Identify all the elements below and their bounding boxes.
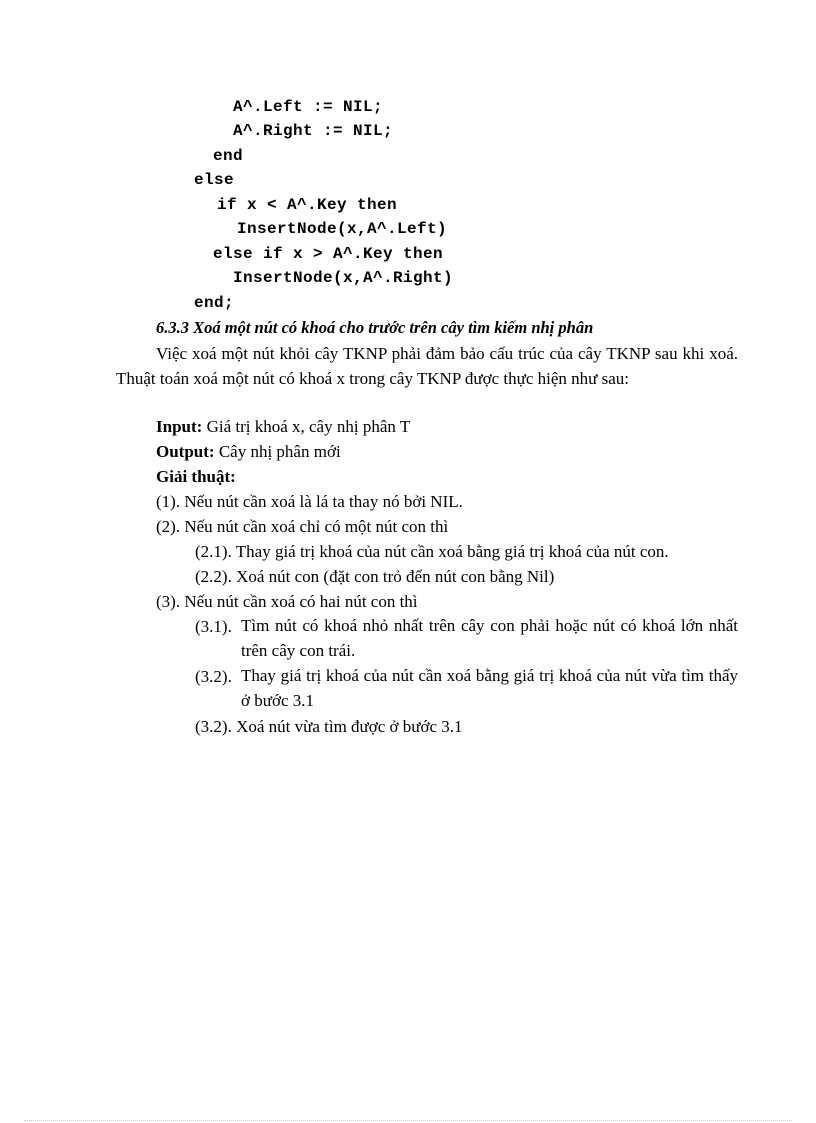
input-value: Giá trị khoá x, cây nhị phân T xyxy=(206,417,411,436)
intro-paragraph: Việc xoá một nút khỏi cây TKNP phải đảm bảo cấu trúc của cây TKNP sau khi xoá. Thuật toán xoá một nút có khoá x trong cây TKNP được thực hiện như sau: xyxy=(116,344,738,388)
output-label: Output: xyxy=(156,442,215,461)
input-line xyxy=(156,416,410,437)
code-line: if x < A^.Key then xyxy=(217,196,398,214)
step-2-2: (2.2). Xoá nút con (đặt con trỏ đến nút con bằng Nil) xyxy=(195,567,555,586)
step-2-1: (2.1). Thay giá trị khoá của nút cần xoá bằng giá trị khoá của nút con. xyxy=(195,542,669,561)
step-1: (1). Nếu nút cần xoá là lá ta thay nó bởi NIL. xyxy=(156,492,463,511)
code-line: InsertNode(x,A^.Right) xyxy=(233,269,454,287)
code-line: InsertNode(x,A^.Left) xyxy=(237,220,448,238)
step-3-2b: (3.2). Xoá nút vừa tìm được ở bước 3.1 xyxy=(195,717,463,736)
code-line: else xyxy=(194,171,235,189)
step-3-2a-text: Thay giá trị khoá của nút cần xoá bằng giá trị khoá của nút vừa tìm thấy ở bước 3.1 xyxy=(241,666,738,710)
code-line: else if x > A^.Key then xyxy=(213,245,444,263)
section-heading: 6.3.3 Xoá một nút có khoá cho trước trên cây tìm kiếm nhị phân xyxy=(156,318,594,337)
code-line: A^.Right := NIL; xyxy=(233,122,394,140)
code-line: end xyxy=(213,147,244,165)
output-value: Cây nhị phân mới xyxy=(218,442,341,461)
algorithm-label: Giải thuật: xyxy=(156,467,236,486)
step-3-2a-number: (3.2). xyxy=(195,667,232,686)
step-3-1-text: Tìm nút có khoá nhỏ nhất trên cây con phải hoặc nút có khoá lớn nhất trên cây con trái. xyxy=(241,616,738,660)
code-line: A^.Left := NIL; xyxy=(233,98,384,116)
step-2: (2). Nếu nút cần xoá chỉ có một nút con thì xyxy=(156,517,449,536)
step-3-1-number: (3.1). xyxy=(195,617,232,636)
input-label: Input: xyxy=(156,417,203,436)
output-line xyxy=(156,441,341,462)
step-3: (3). Nếu nút cần xoá có hai nút con thì xyxy=(156,592,418,611)
page-bottom-rule xyxy=(24,1120,792,1121)
code-line: end; xyxy=(194,294,235,312)
